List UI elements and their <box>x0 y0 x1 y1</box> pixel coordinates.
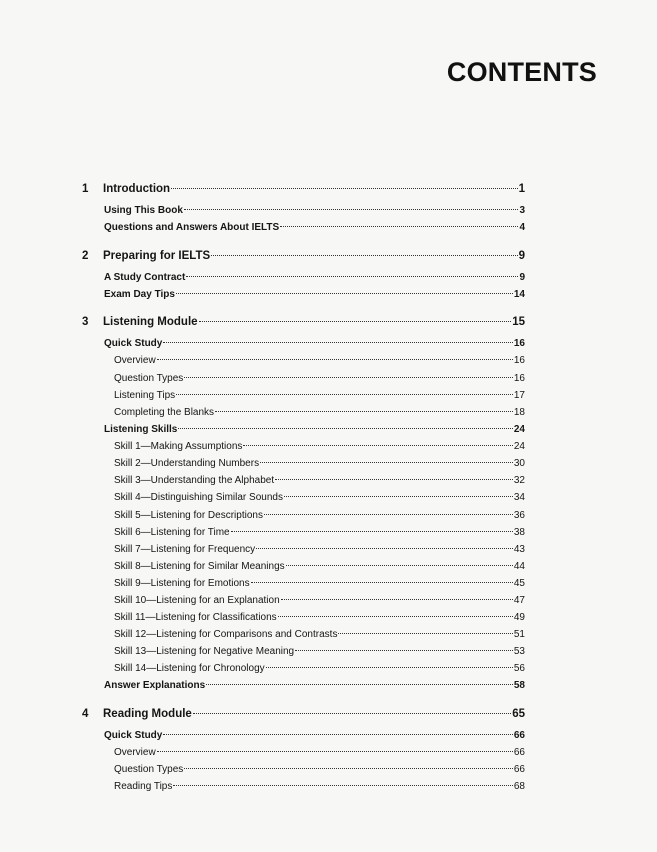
dot-leader <box>275 479 513 480</box>
page-number: 4 <box>519 222 525 234</box>
chapter-number: 2 <box>82 249 89 262</box>
toc-entry-label: Answer Explanations <box>104 680 206 692</box>
toc-item <box>82 781 525 798</box>
toc-entry-label: Overview <box>114 355 156 367</box>
page-number: 9 <box>519 271 525 283</box>
toc-entry-label: Skill 8—Listening for Similar Meanings <box>114 560 285 572</box>
page-number: 43 <box>513 543 525 555</box>
dot-leader <box>295 650 513 651</box>
page-number: 51 <box>513 629 525 641</box>
page-number: 15 <box>512 316 525 329</box>
dot-leader <box>206 684 513 685</box>
page-title: CONTENTS <box>446 57 597 87</box>
page-number: 36 <box>513 509 525 521</box>
toc-item <box>82 510 525 527</box>
dot-leader <box>163 734 513 735</box>
toc-subheading <box>82 338 525 355</box>
page-number: 16 <box>513 372 525 384</box>
toc-entry-label: Questions and Answers About IELTS <box>104 222 280 234</box>
toc-item <box>82 441 525 458</box>
toc-entry-label: Listening Skills <box>104 423 178 435</box>
dot-leader <box>266 667 513 668</box>
page-number: 18 <box>513 406 525 418</box>
toc-entry-label: Quick Study <box>104 338 163 350</box>
toc-entry-label: Skill 7—Listening for Frequency <box>114 543 256 555</box>
dot-leader <box>211 255 517 256</box>
dot-leader <box>163 342 513 343</box>
toc-subheading <box>82 730 525 747</box>
page-number: 44 <box>513 560 525 572</box>
toc-item <box>82 561 525 578</box>
chapter-heading <box>82 708 525 730</box>
toc-item <box>82 355 525 372</box>
dot-leader <box>186 276 518 277</box>
page-number: 17 <box>513 389 525 401</box>
page-number: 66 <box>513 747 525 759</box>
toc-entry-label: Skill 2—Understanding Numbers <box>114 458 260 470</box>
dot-leader <box>281 599 513 600</box>
dot-leader <box>338 633 512 634</box>
page-number: 1 <box>518 183 525 195</box>
chapter-heading <box>82 250 525 272</box>
page-number: 66 <box>513 764 525 776</box>
chapter-heading <box>82 316 525 338</box>
toc-entry-label: Skill 1—Making Assumptions <box>114 441 243 453</box>
toc-entry-label: Skill 11—Listening for Classifications <box>114 612 277 624</box>
toc-entry-label: Reading Tips <box>114 781 173 793</box>
page-number: 49 <box>513 612 525 624</box>
dot-leader <box>178 428 513 429</box>
toc-entry-label: Skill 14—Listening for Chronology <box>114 663 265 675</box>
toc-entry-label: Reading Module <box>103 707 192 720</box>
page-number: 30 <box>513 458 525 470</box>
dot-leader <box>284 496 513 497</box>
chapter-heading <box>82 183 525 205</box>
page-number: 56 <box>513 663 525 675</box>
dot-leader <box>176 394 513 395</box>
page-number: 58 <box>513 680 525 692</box>
toc-subheading <box>82 205 525 222</box>
page-number: 66 <box>513 729 525 741</box>
page-number: 9 <box>518 249 525 262</box>
chapter-number: 4 <box>82 707 89 720</box>
page-number: 65 <box>512 707 525 720</box>
toc-entry-label: Question Types <box>114 764 184 776</box>
toc-entry-label: Skill 13—Listening for Negative Meaning <box>114 646 295 658</box>
toc-section <box>82 183 525 240</box>
toc-section <box>82 708 525 799</box>
toc-entry-label: Using This Book <box>104 205 183 216</box>
dot-leader <box>260 462 513 463</box>
page-number: 32 <box>513 475 525 487</box>
toc-entry-label: Quick Study <box>104 729 163 741</box>
chapter-number: 1 <box>82 183 89 195</box>
toc-item <box>82 764 525 781</box>
chapter-number: 3 <box>82 316 89 329</box>
toc-entry-label: Preparing for IELTS <box>103 249 211 262</box>
dot-leader <box>286 565 513 566</box>
dot-leader <box>256 548 513 549</box>
toc-subheading <box>82 272 525 289</box>
toc-entry-label: Introduction <box>103 183 171 195</box>
toc-entry-label: Skill 12—Listening for Comparisons and Contrasts <box>114 629 338 641</box>
toc-entry-label: Exam Day Tips <box>104 288 175 300</box>
toc-section <box>82 250 525 307</box>
toc-item <box>82 595 525 612</box>
dot-leader <box>243 445 512 446</box>
dot-leader <box>171 188 518 189</box>
page-number: 34 <box>513 492 525 504</box>
dot-leader <box>215 411 513 412</box>
toc-subheading <box>82 424 525 441</box>
toc-entry-label: Skill 4—Distinguishing Similar Sounds <box>114 492 283 504</box>
toc-item <box>82 629 525 646</box>
table-of-contents <box>82 183 525 808</box>
toc-entry-label: Listening Module <box>103 316 198 329</box>
toc-entry-label: Skill 10—Listening for an Explanation <box>114 595 280 606</box>
dot-leader <box>280 226 518 227</box>
page-number: 24 <box>513 423 525 435</box>
toc-item <box>82 544 525 561</box>
dot-leader <box>184 768 513 769</box>
toc-item <box>82 663 525 680</box>
page-number: 47 <box>513 595 525 606</box>
toc-item <box>82 646 525 663</box>
page-number: 38 <box>513 526 525 538</box>
toc-item <box>82 475 525 492</box>
toc-entry-label: Listening Tips <box>114 389 176 401</box>
toc-subheading <box>82 680 525 697</box>
page-number: 3 <box>519 205 525 216</box>
dot-leader <box>176 293 513 294</box>
page-number: 53 <box>513 646 525 658</box>
toc-entry-label: Skill 5—Listening for Descriptions <box>114 509 263 521</box>
toc-section <box>82 316 525 698</box>
dot-leader <box>231 531 513 532</box>
dot-leader <box>193 713 511 714</box>
dot-leader <box>173 785 513 786</box>
page-number: 16 <box>513 338 525 350</box>
toc-entry-label: Skill 9—Listening for Emotions <box>114 577 250 589</box>
page-number: 68 <box>513 781 525 793</box>
page-number: 14 <box>513 288 525 300</box>
toc-subheading <box>82 289 525 306</box>
toc-item <box>82 458 525 475</box>
toc-entry-label: Skill 6—Listening for Time <box>114 526 230 538</box>
toc-item <box>82 390 525 407</box>
dot-leader <box>157 359 513 360</box>
page-number: 16 <box>513 355 525 367</box>
dot-leader <box>184 377 513 378</box>
toc-subheading <box>82 222 525 239</box>
toc-item <box>82 492 525 509</box>
toc-item <box>82 578 525 595</box>
toc-entry-label: Overview <box>114 747 156 759</box>
dot-leader <box>199 321 512 322</box>
page-number: 45 <box>513 577 525 589</box>
dot-leader <box>264 514 513 515</box>
toc-item <box>82 612 525 629</box>
toc-item <box>82 747 525 764</box>
toc-item <box>82 407 525 424</box>
page-number: 24 <box>513 441 525 453</box>
toc-item <box>82 527 525 544</box>
toc-entry-label: A Study Contract <box>104 271 186 283</box>
toc-entry-label: Question Types <box>114 372 184 384</box>
dot-leader <box>278 616 513 617</box>
dot-leader <box>251 582 513 583</box>
toc-entry-label: Completing the Blanks <box>114 406 215 418</box>
dot-leader <box>184 209 519 210</box>
toc-entry-label: Skill 3—Understanding the Alphabet <box>114 475 275 487</box>
toc-item <box>82 373 525 390</box>
dot-leader <box>157 751 513 752</box>
